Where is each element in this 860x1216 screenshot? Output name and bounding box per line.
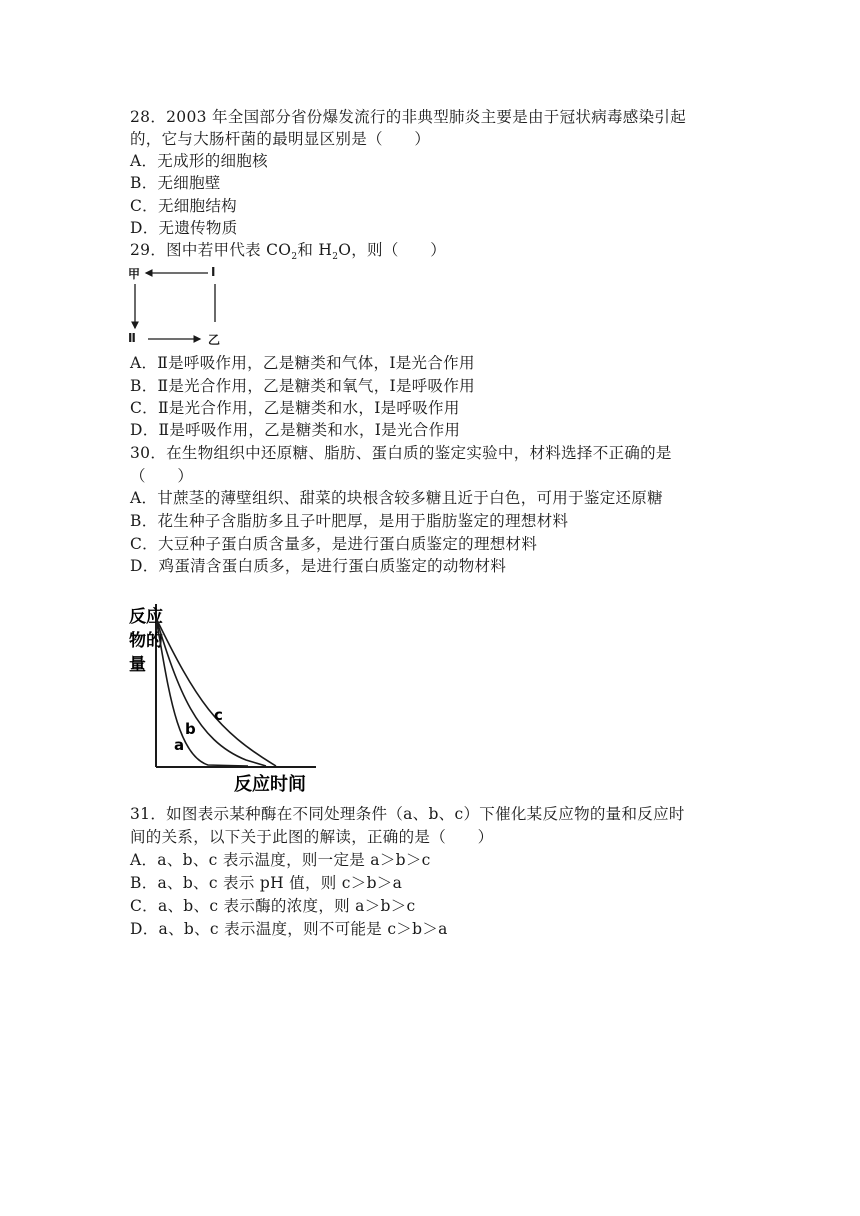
q29-stem-mid: 和 H bbox=[297, 241, 333, 259]
q30-option-a: A．甘蔗茎的薄壁组织、甜菜的块根含较多糖且近于白色，可用于鉴定还原糖 bbox=[130, 489, 663, 507]
ylabel-line-3: 量 bbox=[129, 655, 146, 675]
node-yi: 乙 bbox=[208, 333, 221, 347]
q29-stem-subscript-2: 2 bbox=[332, 252, 339, 263]
q30-option-c: C．大豆种子蛋白质含量多，是进行蛋白质鉴定的理想材料 bbox=[130, 535, 538, 553]
q30-option-d: D．鸡蛋清含蛋白质多，是进行蛋白质鉴定的动物材料 bbox=[130, 557, 507, 575]
ylabel-line-2: 物的 bbox=[129, 631, 163, 651]
node-II: Ⅱ bbox=[128, 331, 136, 345]
q29-option-a: A．Ⅱ是呼吸作用，乙是糖类和气体，Ⅰ是光合作用 bbox=[130, 354, 475, 372]
q29-cycle-diagram bbox=[126, 264, 236, 350]
q31-option-c: C．a、b、c 表示酶的浓度，则 a＞b＞c bbox=[130, 897, 416, 915]
q28-stem-line2: 的，它与大肠杆菌的最明显区别是（ ） bbox=[130, 130, 431, 148]
q30-stem-line1: 30．在生物组织中还原糖、脂肪、蛋白质的鉴定实验中，材料选择不正确的是 bbox=[130, 444, 672, 462]
q29-stem-subscript-1: 2 bbox=[291, 252, 298, 263]
q29-option-c: C．Ⅱ是光合作用，乙是糖类和水，Ⅰ是呼吸作用 bbox=[130, 399, 460, 417]
node-I: Ⅰ bbox=[211, 265, 216, 279]
xlabel: 反应时间 bbox=[234, 774, 306, 795]
q28-option-d: D．无遗传物质 bbox=[130, 219, 238, 237]
curve-label-c: c bbox=[214, 706, 223, 724]
q31-option-a: A．a、b、c 表示温度，则一定是 a＞b＞c bbox=[130, 851, 431, 869]
q28-option-b: B．无细胞壁 bbox=[130, 174, 221, 192]
curve-b bbox=[156, 618, 266, 766]
q28-option-c: C．无细胞结构 bbox=[130, 197, 237, 215]
q31-option-d: D．a、b、c 表示温度，则不可能是 c＞b＞a bbox=[130, 920, 448, 938]
curve-label-a: a bbox=[174, 736, 185, 754]
q29-option-d: D．Ⅱ是呼吸作用，乙是糖类和水，Ⅰ是光合作用 bbox=[130, 421, 461, 439]
q29-stem-prefix: 29．图中若甲代表 CO bbox=[130, 241, 292, 259]
curve-a bbox=[156, 618, 248, 766]
reaction-graph bbox=[126, 590, 326, 795]
q31-stem-line1: 31．如图表示某种酶在不同处理条件（a、b、c）下催化某反应物的量和反应时 bbox=[130, 805, 685, 823]
q31-stem-line2: 间的关系，以下关于此图的解读，正确的是（ ） bbox=[130, 828, 494, 846]
curve-label-b: b bbox=[185, 720, 196, 738]
node-jia: 甲 bbox=[128, 267, 141, 281]
q29-option-b: B．Ⅱ是光合作用，乙是糖类和氧气，Ⅰ是呼吸作用 bbox=[130, 377, 475, 395]
q31-option-b: B．a、b、c 表示 pH 值，则 c＞b＞a bbox=[130, 874, 403, 892]
q30-stem-line2: （ ） bbox=[130, 467, 194, 485]
q28-stem-line1: 28．2003 年全国部分省份爆发流行的非典型肺炎主要是由于冠状病毒感染引起 bbox=[130, 108, 686, 126]
q29-stem-suffix: O，则（ ） bbox=[338, 241, 447, 259]
ylabel-line-1: 反应 bbox=[129, 607, 163, 627]
graph-svg bbox=[126, 590, 326, 795]
q30-option-b: B．花生种子含脂肪多且子叶肥厚，是用于脂肪鉴定的理想材料 bbox=[130, 512, 569, 530]
q28-option-a: A．无成形的细胞核 bbox=[130, 152, 268, 170]
